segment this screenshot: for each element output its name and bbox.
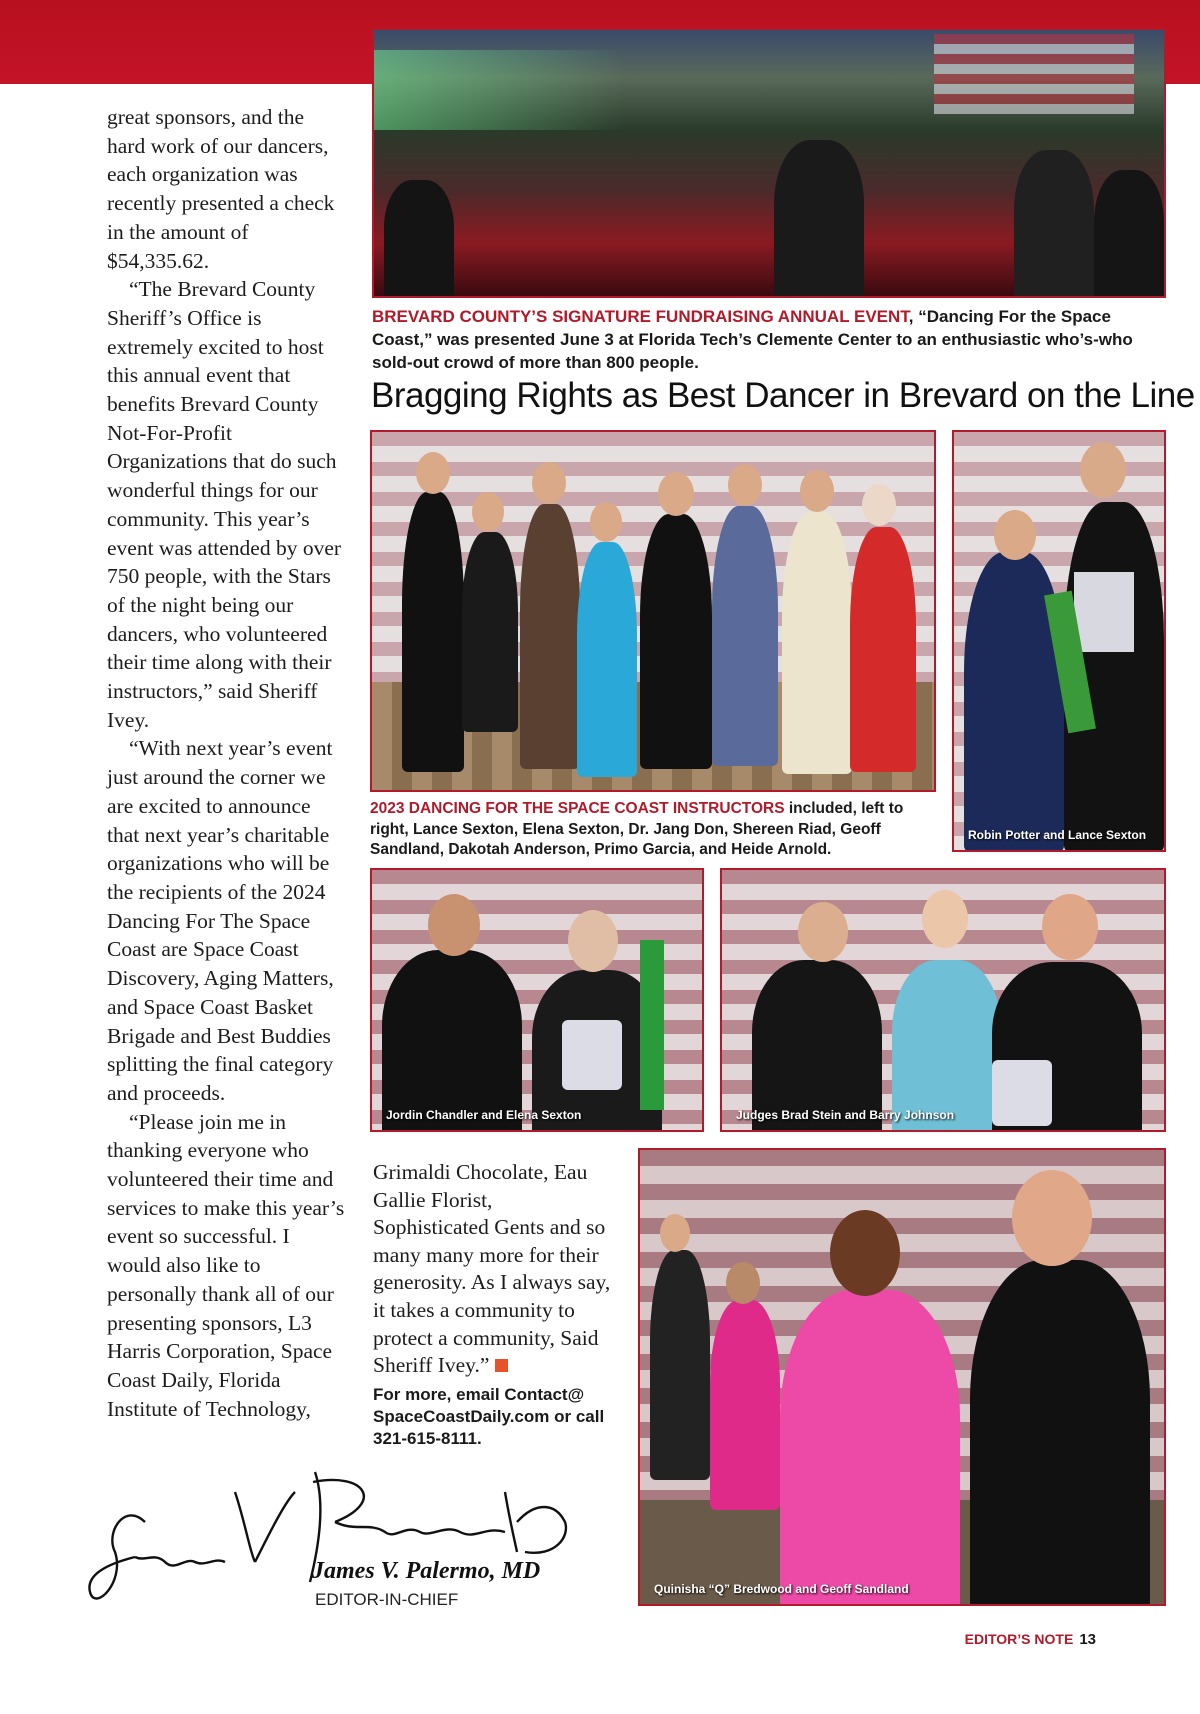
paragraph-2: “The Brevard County Sheriff’s Office is extremely excited to host this annual event that benefits Brevard County Not-For-Profit Organizations that do such wonderful things for our community. This year’s event was attended by over 750 people, with the Stars of the night being our dancers, who volunteered their time along with their instructors,” said Sheriff Ivey. bbox=[107, 277, 342, 732]
judges-photo bbox=[720, 868, 1166, 1132]
top-caption-lead: BREVARD COUNTY’S SIGNATURE FUNDRAISING ANNUAL EVENT bbox=[372, 307, 909, 326]
end-mark-icon bbox=[495, 1359, 508, 1372]
paragraph-1: great sponsors, and the hard work of our dancers, each organization was recently presented a check in the amount of $54,335.62. bbox=[107, 105, 335, 273]
jordin-elena-photo bbox=[370, 868, 704, 1132]
editor-name: James V. Palermo, MD bbox=[312, 1558, 541, 1584]
robin-caption: Robin Potter and Lance Sexton bbox=[968, 828, 1147, 842]
instructors-group-photo bbox=[370, 430, 936, 792]
group-caption-text: included, left to right, Lance Sexton, Elena Sexton, Dr. Jang Don, Shereen Riad, Geoff Sandland, Dakotah Anderson, Primo Garcia, and Heide Arnold. bbox=[370, 800, 904, 858]
event-crowd-photo bbox=[372, 28, 1166, 298]
paragraph-3: “With next year’s event just around the corner we are excited to announce that next year’s charitable organizations who will be the recipients of the 2024 Dancing For The Space Coast are Space Coast Discovery, Aging Matters, and Space Coast Basket Brigade and Best Buddies splitting the final category and proceeds. bbox=[107, 736, 334, 1105]
group-photo-caption bbox=[370, 799, 936, 861]
middle-article-column bbox=[373, 1159, 611, 1380]
quinisha-geoff-photo bbox=[638, 1148, 1166, 1606]
jordin-caption: Jordin Chandler and Elena Sexton bbox=[386, 1108, 582, 1122]
middle-paragraph: Grimaldi Chocolate, Eau Gallie Florist, Sophisticated Gents and so many many more for their generosity. As I always say, it takes a community to protect a community, Said Sheriff Ivey.” bbox=[373, 1160, 611, 1378]
paragraph-4: “Please join me in thanking everyone who volunteered their time and services to make this year’s event so successful. I would also like to personally thank all of our presenting sponsors, L3 Harris Corporation, Space Coast Daily, Florida Institute of Technology, bbox=[107, 1109, 345, 1421]
top-photo-caption bbox=[372, 305, 1172, 374]
quinisha-caption: Quinisha “Q” Bredwood and Geoff Sandland bbox=[654, 1582, 909, 1596]
robin-lance-photo bbox=[952, 430, 1166, 852]
judges-caption: Judges Brad Stein and Barry Johnson bbox=[736, 1108, 955, 1122]
page-number: 13 bbox=[1079, 1631, 1096, 1648]
contact-info: For more, email Contact@ SpaceCoastDaily.com or call 321-615-8111. bbox=[373, 1385, 605, 1448]
editor-title: EDITOR-IN-CHIEF bbox=[315, 1590, 459, 1609]
page-headline: Bragging Rights as Best Dancer in Brevard on the Line bbox=[371, 376, 1195, 415]
top-caption-text: , “Dancing For the Space Coast,” was presented June 3 at Florida Tech’s Clemente Center to an enthusiastic who’s-who sold-out crowd of more than 800 people. bbox=[372, 307, 1133, 372]
footer-section: EDITOR’S NOTE bbox=[964, 1631, 1074, 1647]
left-article-column bbox=[107, 103, 347, 1423]
group-caption-lead: 2023 DANCING FOR THE SPACE COAST INSTRUCTORS bbox=[370, 800, 785, 817]
page-footer bbox=[965, 1631, 1096, 1648]
